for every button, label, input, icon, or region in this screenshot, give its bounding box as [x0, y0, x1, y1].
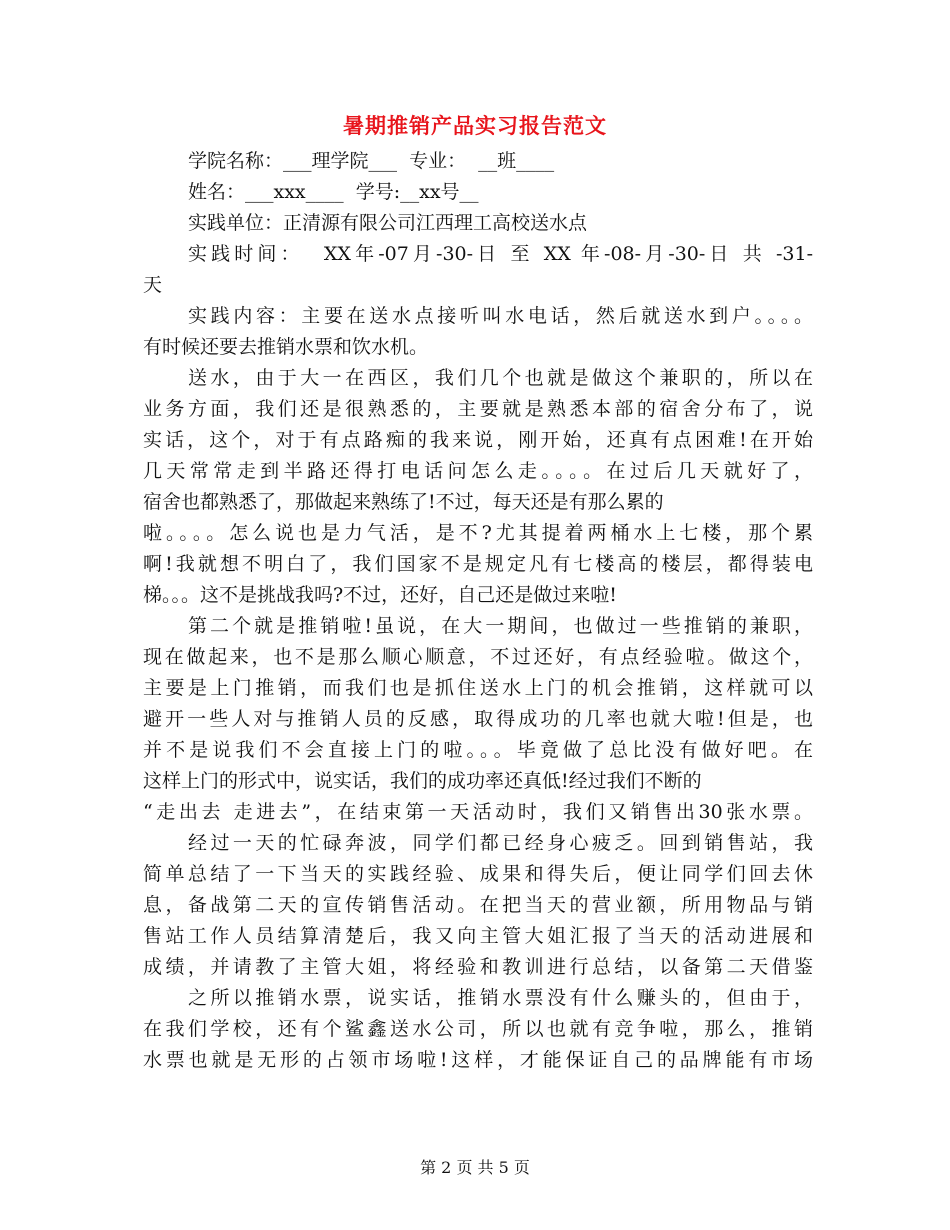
text-line: 之所以推销水票，说实话，推销水票没有什么赚头的，但由于， [188, 987, 813, 1009]
text-line: 几天常常走到半路还得打电话问怎么走。。。。在过后几天就好了， [143, 460, 813, 482]
text-line: 在我们学校，还有个鲨鑫送水公司，所以也就有竞争啦，那么，推销 [143, 1018, 813, 1040]
text-line: 实践单位：正清源有限公司江西理工高校送水点 [188, 212, 588, 234]
document-body [143, 146, 813, 1076]
document-title: 暑期推销产品实习报告范文 [343, 113, 607, 138]
text-line: 经过一天的忙碌奔波，同学们都已经身心疲乏。回到销售站，我 [188, 832, 813, 854]
text-line: 第二个就是推销啦!虽说，在大一期间，也做过一些推销的兼职， [188, 615, 813, 637]
text-line: 主要是上门推销，而我们也是抓住送水上门的机会推销，这样就可以 [143, 677, 813, 699]
text-line: 实话，这个，对于有点路痴的我来说，刚开始，还真有点困难!在开始 [143, 429, 813, 451]
text-line: 啦。。。。怎么说也是力气活，是不?尤其提着两桶水上七楼，那个累 [143, 522, 813, 544]
text-line: 成绩，并请教了主管大姐，将经验和教训进行总结，以备第二天借鉴 [143, 956, 813, 978]
text-line: 送水，由于大一在西区，我们几个也就是做这个兼职的，所以在 [188, 367, 813, 389]
text-line: 姓名：___xxx____ 学号:__xx号__ [188, 181, 479, 203]
text-line: 实践内容：主要在送水点接听叫水电话，然后就送水到户。。。。 [188, 305, 813, 327]
text-line: 现在做起来，也不是那么顺心顺意，不过还好，有点经验啦。做这个， [143, 646, 813, 668]
text-line: 水票也就是无形的占领市场啦!这样，才能保证自己的品牌能有市场 [143, 1049, 813, 1071]
text-line: 有时候还要去推销水票和饮水机。 [143, 336, 429, 358]
text-line: 售站工作人员结算清楚后，我又向主管大姐汇报了当天的活动进展和 [143, 925, 813, 947]
text-line: 天 [143, 274, 163, 296]
text-line: 简单总结了一下当天的实践经验、成果和得失后，便让同学们回去休 [143, 863, 813, 885]
text-line: 学院名称：___理学院___ 专业： __班____ [188, 150, 555, 172]
text-line: 并不是说我们不会直接上门的啦。。。毕竟做了总比没有做好吧。在 [143, 739, 813, 761]
text-line: 业务方面，我们还是很熟悉的，主要就是熟悉本部的宿舍分布了，说 [143, 398, 813, 420]
text-line: 这样上门的形式中，说实话，我们的成功率还真低!经过我们不断的 [143, 770, 702, 792]
text-line: 啊!我就想不明白了，我们国家不是规定凡有七楼高的楼层，都得装电 [143, 553, 813, 575]
text-line: 宿舍也都熟悉了，那做起来熟练了!不过，每天还是有那么累的 [143, 491, 664, 513]
text-line: “走出去 走进去”，在结束第一天活动时，我们又销售出30张水票。 [143, 801, 813, 823]
page-footer: 第 2 页 共 5 页 [420, 1158, 530, 1177]
text-line: 息，备战第二天的宣传销售活动。在把当天的营业额，所用物品与销 [143, 894, 813, 916]
text-line: 实践时间： XX年-07月-30-日 至 XX 年-08-月-30-日 共 -31- [188, 243, 813, 265]
text-line: 梯。。。这不是挑战我吗?不过，还好，自己还是做过来啦! [143, 584, 617, 606]
text-line: 避开一些人对与推销人员的反感，取得成功的几率也就大啦!但是，也 [143, 708, 813, 730]
